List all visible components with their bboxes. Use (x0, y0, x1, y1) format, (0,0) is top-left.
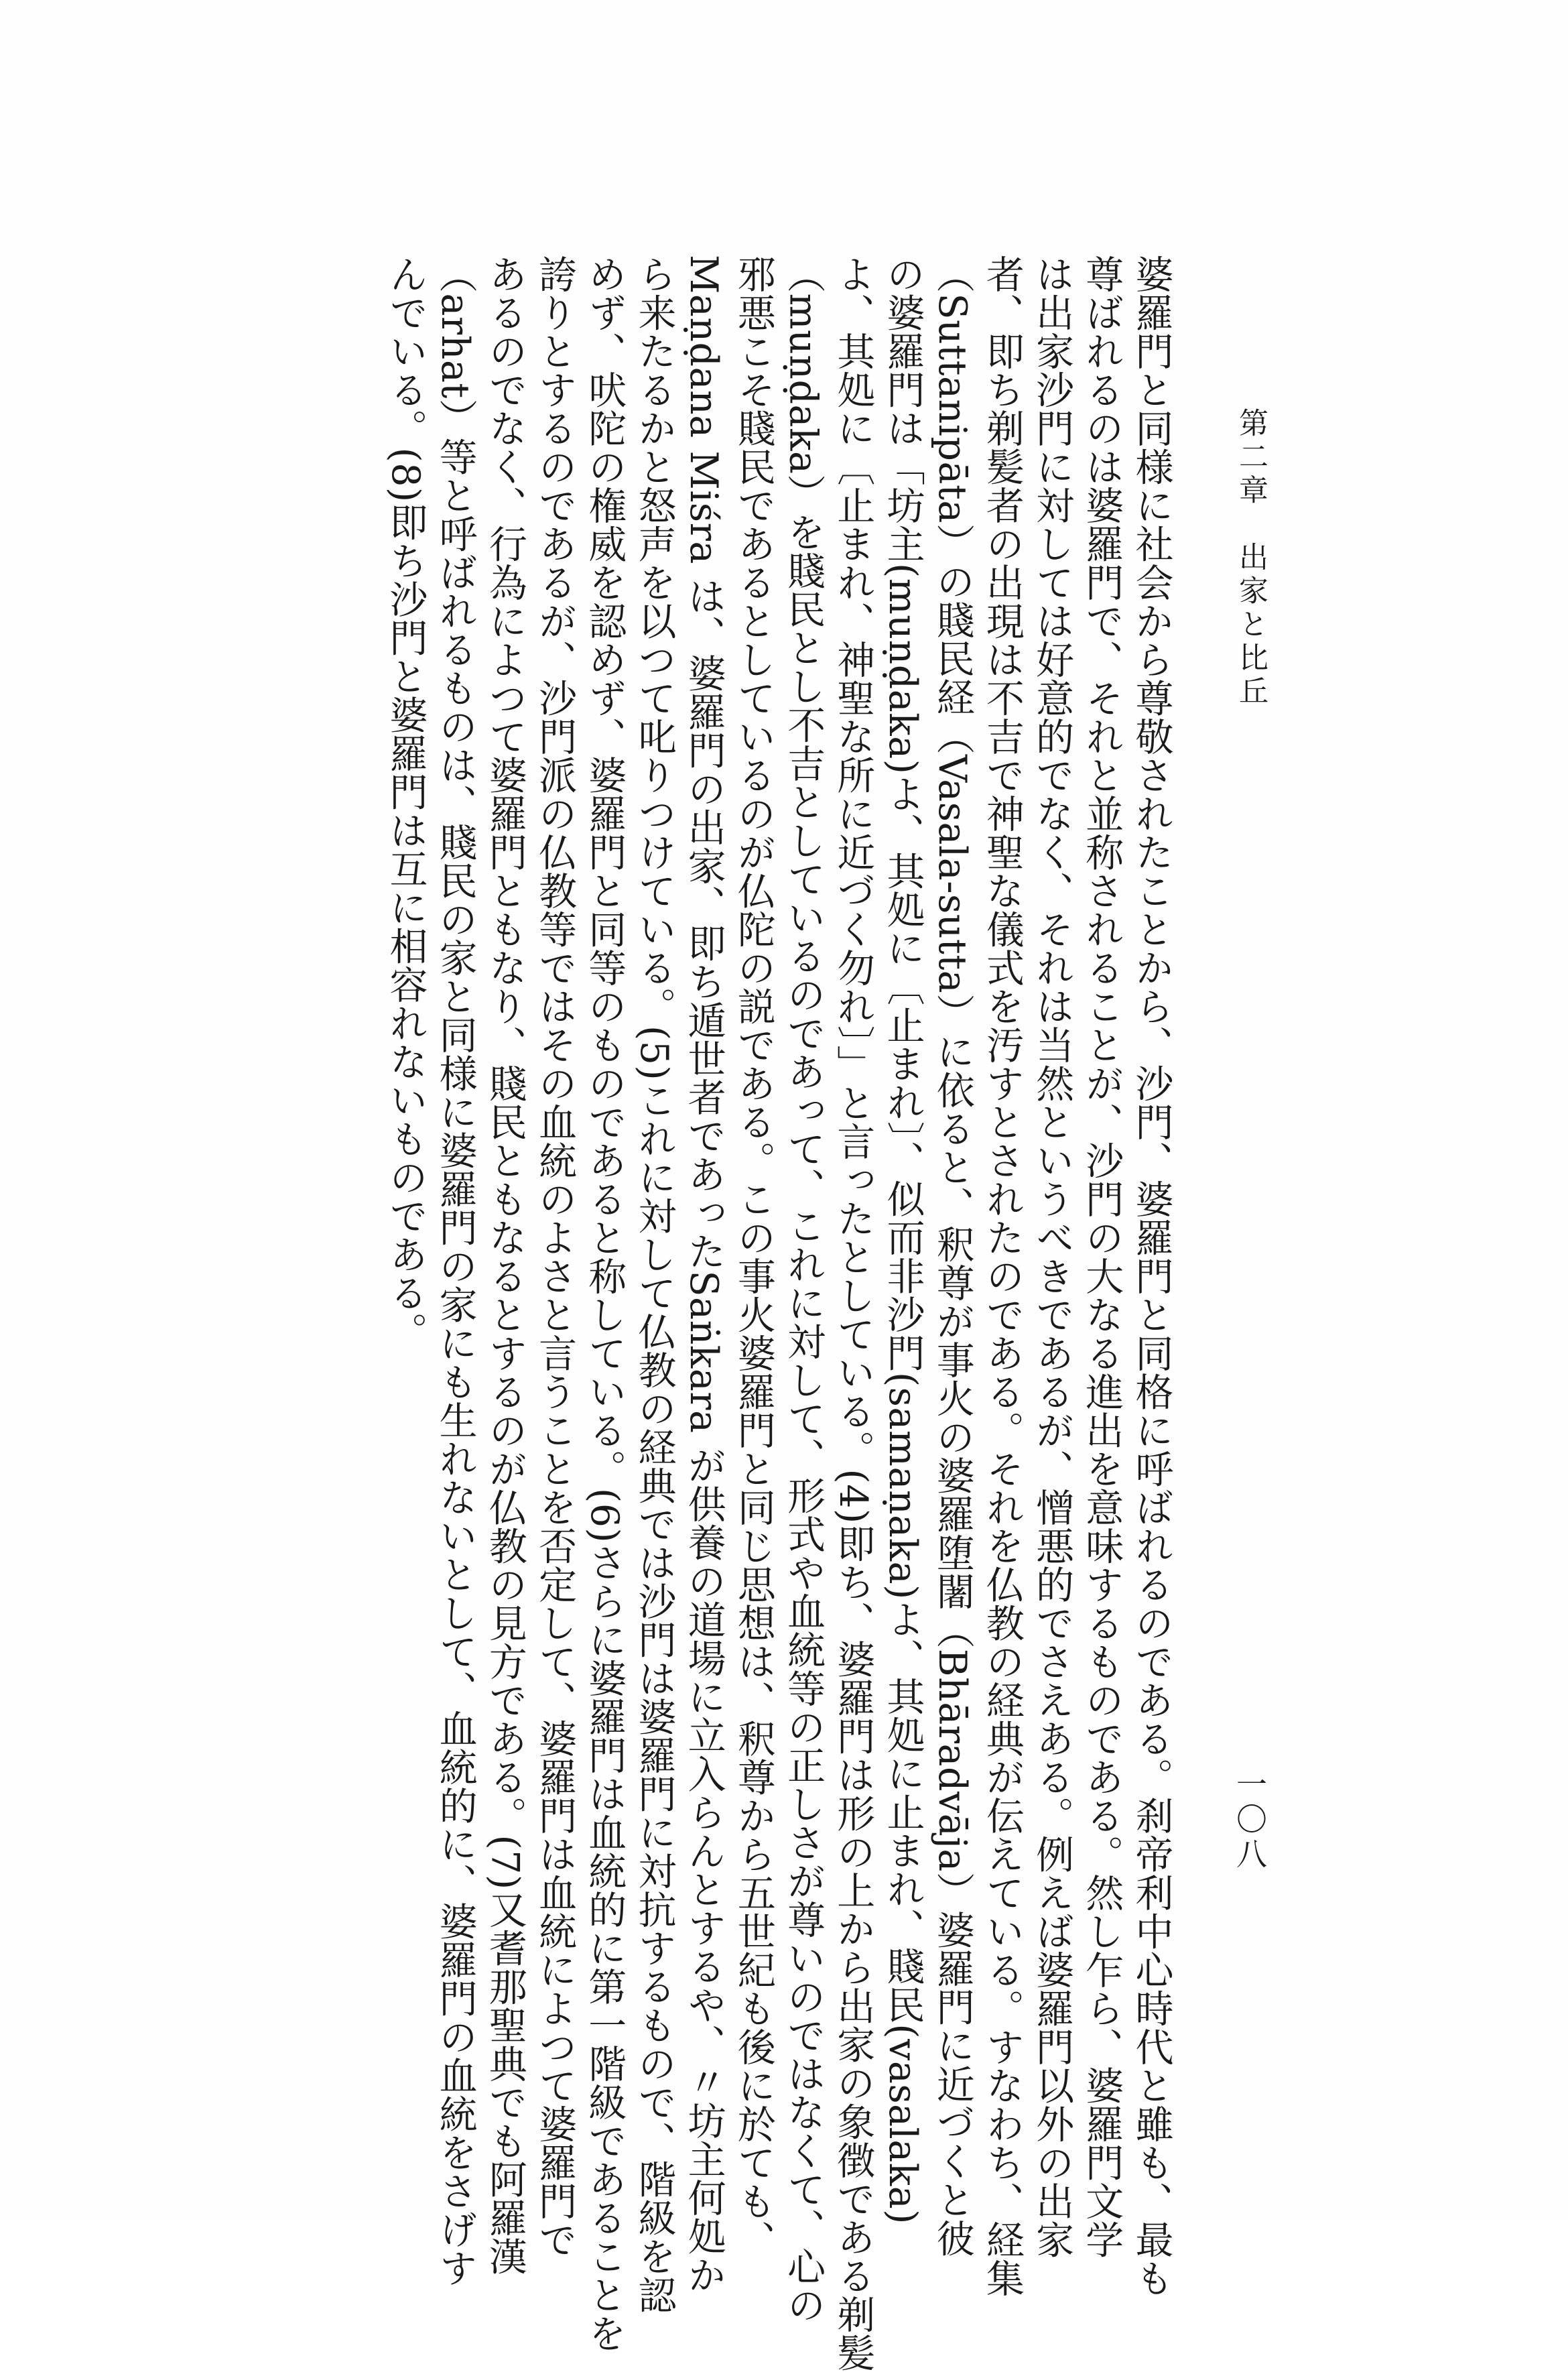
text-line: 者、即ち剃髪者の出現は不吉で神聖な儀式を汚すとされたのである。それを仏教の経典が伝えている。すなわち、経集 (980, 255, 1025, 2298)
running-head: 第二章 出家と比丘 (1234, 408, 1268, 709)
text-line: （arhat）等と呼ばれるものは、賤民の家と同様に婆羅門の家にも生れないとして、血統的に、婆羅門の血統をさげす (433, 255, 478, 2288)
text-line: ら来たるかと怒声を以つて叱りつけている。(5)これに対して仏教の経典では沙門は婆羅門に対抗するもので、階級を認 (631, 255, 676, 2314)
text-line: んでいる。(8)即ち沙門と婆羅門は互に相容れないものである。 (383, 255, 428, 1351)
text-line: Maṇḍana Miśra は、婆羅門の出家、即ち遁世者であったSaṅkara が供養の道場に立入らんとするや、〃坊主何処か (681, 255, 726, 2294)
text-line: 婆羅門と同様に社会から尊敬されたことから、沙門、婆羅門と同格に呼ばれるのである。刹帝利中心時代と雖も、最も (1129, 255, 1173, 2298)
text-line: 尊ばれるのは婆羅門で、それと並称されることが、沙門の大なる進出を意味するものである。然し乍ら、婆羅門文学 (1079, 255, 1124, 2259)
text-line: めず、吠陀の権威を認めず、婆羅門と同等のものであると称している。(6)さらに婆羅門は血統的に第一階級であることを (582, 255, 627, 2353)
page-number: 一〇八 (1232, 1768, 1268, 1873)
text-line: （muṇḍaka）を賤民とし不吉としているのであって、これに対して、形式や血統等の正しさが尊いのではなくて、心の (781, 255, 826, 2324)
text-line: （Suttanipāta）の賤民経（Vasala-sutta）に依ると、釈尊が事火の婆羅堕闍（Bhāradvāja）婆羅門に近づくと彼 (930, 255, 975, 2257)
text-line: 誇りとするのであるが、沙門派の仏教等ではその血統のよさと言うことを否定して、婆羅門は血統によつて婆羅門で (532, 255, 577, 2259)
body-text (381, 255, 1176, 2372)
text-line: あるのでなく、行為によつて婆羅門ともなり、賤民ともなるとするのが仏教の見方である。(7)又耆那聖典でも阿羅漢 (482, 255, 527, 2275)
text-line: の婆羅門は「坊主(muṇḍaka)よ、其処に〔止まれ〕、似而非沙門(samaṇaka)よ、其処に止まれ、賤民(vasalaka) (880, 255, 925, 2225)
text-line: 邪悪こそ賤民であるとしているのが仏陀の説である。この事火婆羅門と同じ思想は、釈尊から五世紀も後に於ても、 (731, 255, 776, 2259)
text-line: は出家沙門に対しては好意的でなく、それは当然というべきであるが、憎悪的でさえある。例えば婆羅門以外の出家 (1029, 255, 1074, 2259)
text-line: よ、其処に〔止まれ、神聖な所に近づく勿れ〕」と言ったとしている。(4)即ち、婆羅門は形の上から出家の象徴である剃髪 (830, 255, 875, 2372)
